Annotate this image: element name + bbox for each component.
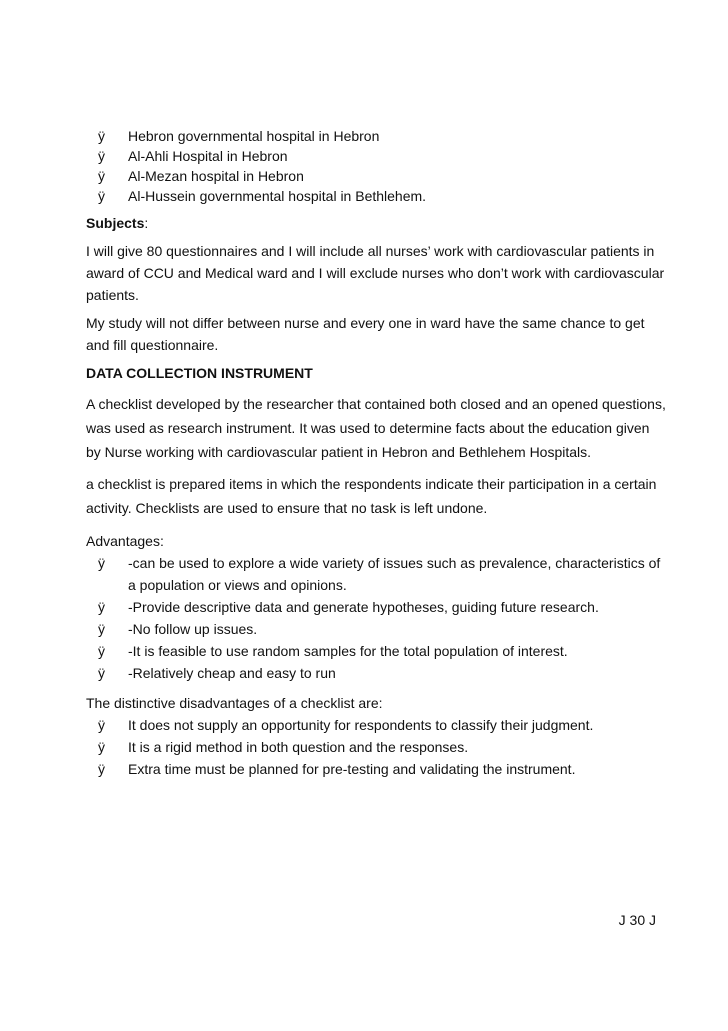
page-number: J 30 J — [618, 912, 656, 928]
bullet-marker: ÿ — [98, 128, 105, 144]
instrument-heading: DATA COLLECTION INSTRUMENT — [86, 365, 313, 381]
instrument-paragraph-2: a checklist is prepared items in which the respondents indicate their participation in a certain activity. Checklists are used to ensure that no task is left undone. — [86, 476, 657, 516]
list-item — [98, 662, 666, 684]
bullet-marker: ÿ — [98, 148, 105, 164]
bullet-marker: ÿ — [98, 621, 105, 637]
hospital-list — [86, 126, 666, 206]
subjects-paragraph-2: My study will not differ between nurse and every one in ward have the same chance to get and fill questionnaire. — [86, 315, 645, 353]
list-item — [98, 552, 666, 596]
list-item-text: Extra time must be planned for pre-testing and validating the instrument. — [128, 761, 576, 777]
bullet-marker: ÿ — [98, 599, 105, 615]
list-item — [98, 166, 666, 186]
subjects-heading — [86, 212, 666, 234]
list-item — [98, 640, 666, 662]
advantages-heading: Advantages: — [86, 533, 164, 549]
subjects-heading-colon: : — [144, 215, 149, 231]
bullet-marker: ÿ — [98, 739, 105, 755]
list-item-text: It does not supply an opportunity for respondents to classify their judgment. — [128, 717, 594, 733]
list-item — [98, 714, 666, 736]
bullet-marker: ÿ — [98, 761, 105, 777]
list-item — [98, 186, 666, 206]
subjects-paragraph-1: I will give 80 questionnaires and I will include all nurses’ work with cardiovascular patients in award of CCU and Medical ward and I will exclude nurses who don’t work with cardiovascular patients. — [86, 243, 665, 303]
list-item-text: -No follow up issues. — [128, 621, 258, 637]
disadvantages-list — [86, 714, 666, 780]
advantages-list — [86, 552, 666, 684]
disadvantages-heading: The distinctive disadvantages of a checklist are: — [86, 695, 383, 711]
list-item-text: -can be used to explore a wide variety of issues such as prevalence, characteristics of a population or views and opinions. — [128, 555, 661, 593]
page-content — [86, 126, 666, 780]
list-item-text: It is a rigid method in both question and the responses. — [128, 739, 469, 755]
instrument-paragraph-1: A checklist developed by the researcher that contained both closed and an opened questions, was used as research instrument. It was used to determine facts about the education given by Nurse working with cardiovascular patient in Hebron and Bethlehem Hospitals. — [86, 396, 666, 460]
bullet-marker: ÿ — [98, 665, 105, 681]
list-item-text: Al-Ahli Hospital in Hebron — [128, 148, 288, 164]
list-item — [98, 758, 666, 780]
list-item-text: Hebron governmental hospital in Hebron — [128, 128, 380, 144]
list-item — [98, 146, 666, 166]
list-item — [98, 126, 666, 146]
list-item-text: Al-Mezan hospital in Hebron — [128, 168, 304, 184]
list-item — [98, 736, 666, 758]
list-item-text: -Provide descriptive data and generate hypotheses, guiding future research. — [128, 599, 599, 615]
list-item-text: Al-Hussein governmental hospital in Bethlehem. — [128, 188, 427, 204]
bullet-marker: ÿ — [98, 555, 105, 571]
list-item-text: -It is feasible to use random samples for the total population of interest. — [128, 643, 568, 659]
bullet-marker: ÿ — [98, 643, 105, 659]
bullet-marker: ÿ — [98, 188, 105, 204]
bullet-marker: ÿ — [98, 168, 105, 184]
list-item — [98, 596, 666, 618]
list-item-text: -Relatively cheap and easy to run — [128, 665, 336, 681]
list-item — [98, 618, 666, 640]
bullet-marker: ÿ — [98, 717, 105, 733]
subjects-heading-label: Subjects — [86, 215, 145, 231]
